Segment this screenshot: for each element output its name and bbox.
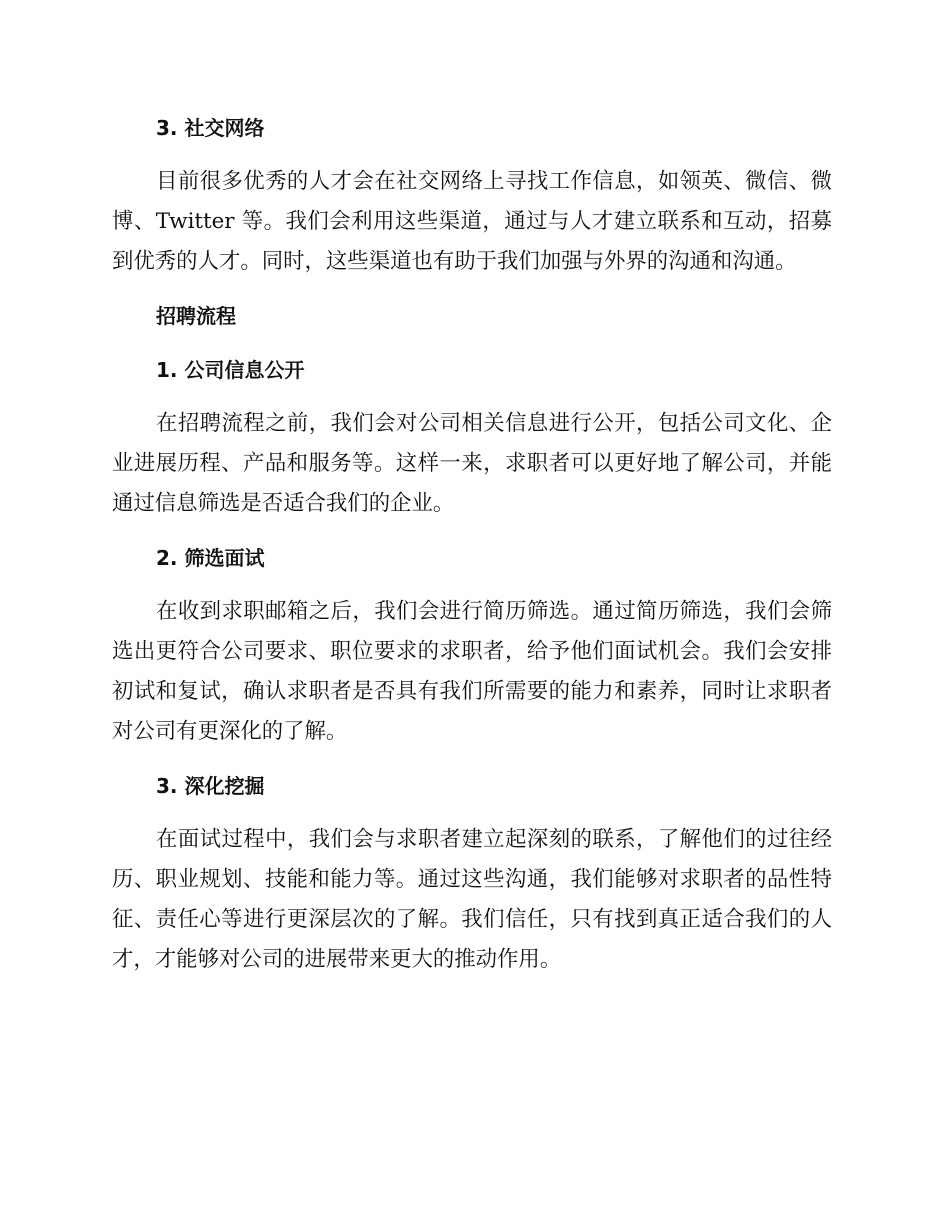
paragraph-screening-interview: 在收到求职邮箱之后，我们会进行简历筛选。通过简历筛选，我们会筛选出更符合公司要求、职位要求的求职者，给予他们面试机会。我们会安排初试和复试，确认求职者是否具有我们所需要的能力和素养，同时让求职者对公司有更深化的了解。: [112, 599, 832, 744]
section-heading-recruitment-process: 招聘流程: [156, 304, 236, 328]
section-heading-deep-dive: 3. 深化挖掘: [156, 774, 265, 798]
section-heading-company-info: 1. 公司信息公开: [156, 358, 305, 382]
section-heading-screening-interview: 2. 筛选面试: [156, 546, 265, 570]
paragraph-deep-dive: 在面试过程中，我们会与求职者建立起深刻的联系，了解他们的过往经历、职业规划、技能和能力等。通过这些沟通，我们能够对求职者的品性特征、责任心等进行更深层次的了解。我们信任，只有找到真正适合我们的人才，才能够对公司的进展带来更大的推动作用。: [112, 827, 832, 972]
document-body: [112, 108, 832, 994]
section-heading-social-network: 3. 社交网络: [156, 116, 265, 140]
paragraph-company-info: 在招聘流程之前，我们会对公司相关信息进行公开，包括公司文化、企业进展历程、产品和服务等。这样一来，求职者可以更好地了解公司，并能通过信息筛选是否适合我们的企业。: [112, 411, 832, 516]
paragraph-social-network: 目前很多优秀的人才会在社交网络上寻找工作信息，如领英、微信、微博、Twitter 等。我们会利用这些渠道，通过与人才建立联系和互动，招募到优秀的人才。同时，这些渠道也有助于我们加强与外界的沟通和沟通。: [112, 169, 832, 274]
